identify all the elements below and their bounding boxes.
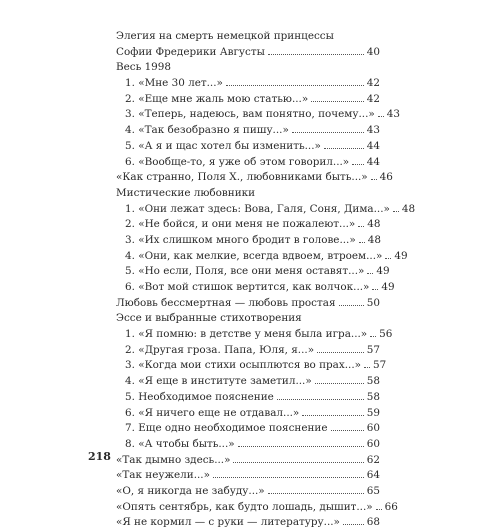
dot-leader [372, 289, 378, 290]
dot-leader [358, 226, 364, 227]
toc-entry-title: 8. «А чтобы быть...» [125, 437, 235, 450]
toc-entry-title: 4. «Они, как мелкие, всегда вдвоем, втроем...» [125, 249, 383, 262]
toc-entry [116, 390, 380, 406]
toc-entry [116, 327, 393, 343]
toc-entry-title: «Опять сентябрь, как будто лошадь, дышит...» [116, 500, 373, 513]
toc-entry [116, 139, 380, 155]
toc-entry-title: 2. «Не бойся, и они меня не пожалеют...» [125, 218, 356, 231]
toc-entry-page-number: 58 [366, 390, 380, 403]
dot-leader [352, 164, 364, 165]
toc-entry-title: 5. «Но если, Поля, все они меня оставят...» [125, 265, 365, 278]
toc-entry [116, 311, 380, 327]
toc-entry-page-number: 42 [366, 77, 380, 90]
toc-entry-title: Любовь бессмертная — любовь простая [116, 296, 336, 309]
toc-entry [116, 515, 380, 531]
toc-entry-title: 2. «Другая гроза. Папа, Юля, я...» [125, 343, 315, 356]
toc-entry [116, 249, 408, 265]
toc-entry-title: «Как странно, Поля Х., любовниками быть...» [116, 171, 368, 184]
toc-entry-page-number: 60 [366, 422, 380, 435]
toc-entry-title: 5. Необходимое пояснение [125, 390, 274, 403]
dot-leader [343, 524, 364, 525]
dot-leader [315, 383, 364, 384]
toc-entry-page-number: 57 [366, 343, 380, 356]
toc-entry-page-number: 68 [366, 516, 380, 529]
toc-entry [116, 45, 380, 61]
dot-leader [268, 54, 364, 55]
toc-entry-title: «Я не кормил — с руки — литературу...» [116, 516, 340, 529]
toc-entry [116, 453, 380, 469]
toc-entry-title: 3. «Теперь, надеюсь, вам понятно, почему...» [125, 108, 375, 121]
dot-leader [385, 258, 391, 259]
toc-entry-page-number: 50 [366, 296, 380, 309]
toc-entry-title: 2. «Еще мне жаль мою статью...» [125, 92, 309, 105]
dot-leader [277, 399, 364, 400]
toc-entry-title: 4. «Я еще в институте заметил...» [125, 375, 312, 388]
toc-entry [116, 468, 380, 484]
toc-entry [116, 170, 393, 186]
dot-leader [364, 367, 370, 368]
dot-leader [359, 242, 365, 243]
table-of-contents [116, 29, 416, 531]
toc-entry-title: 3. «Их слишком много бродит в голове...» [125, 233, 356, 246]
toc-entry [116, 186, 380, 202]
toc-entry-page-number: 49 [381, 281, 395, 293]
toc-entry [116, 29, 380, 45]
toc-entry [116, 92, 380, 108]
toc-entry-page-number: 46 [379, 171, 393, 184]
toc-entry [116, 280, 395, 296]
toc-entry-page-number: 66 [384, 500, 398, 513]
toc-entry-page-number: 57 [373, 359, 387, 372]
toc-entry [116, 437, 380, 453]
toc-entry-page-number: 40 [366, 45, 380, 58]
dot-leader [339, 305, 364, 306]
toc-entry-title: Элегия на смерть немецкой принцессы [116, 30, 334, 42]
toc-entry [116, 421, 380, 437]
toc-entry [116, 60, 380, 76]
toc-entry-title: 7. Еще одно необходимое пояснение [125, 422, 328, 435]
toc-entry-title: 1. «Я помню: в детстве у меня была игра...» [125, 328, 368, 341]
dot-leader [311, 101, 364, 102]
toc-entry-page-number: 49 [376, 265, 390, 278]
toc-entry-page-number: 43 [386, 108, 400, 121]
toc-entry-page-number: 48 [401, 202, 416, 215]
toc-entry-page-number: 65 [366, 484, 380, 497]
toc-entry [116, 500, 398, 516]
toc-entry-title: «Так дымно здесь...» [116, 453, 231, 466]
dot-leader [393, 211, 399, 212]
toc-entry [116, 406, 380, 422]
toc-entry [116, 358, 387, 374]
toc-entry-title: Мистические любовники [116, 186, 256, 199]
dot-leader [331, 430, 364, 431]
toc-entry [116, 202, 416, 218]
toc-entry-title: 3. «Когда мои стихи осыплются во прах...» [125, 359, 362, 372]
toc-entry-page-number: 58 [366, 375, 380, 388]
dot-leader [233, 462, 363, 463]
toc-entry-title: 6. «Вообще-то, я уже об этом говорил...» [125, 155, 350, 168]
toc-entry-page-number: 49 [394, 249, 408, 262]
dot-leader [213, 477, 364, 478]
toc-entry-page-number: 56 [379, 328, 393, 341]
toc-entry [116, 484, 380, 500]
toc-entry-title: 4. «Так безобразно я пишу...» [125, 124, 289, 137]
toc-entry-title: 6. «Я ничего еще не отдавал...» [125, 406, 300, 419]
dot-leader [302, 415, 363, 416]
page-number: 218 [88, 450, 111, 463]
toc-entry [116, 123, 380, 139]
toc-entry [116, 264, 390, 280]
toc-entry-page-number: 60 [366, 437, 380, 450]
dot-leader [371, 179, 377, 180]
toc-entry-page-number: 48 [367, 233, 381, 246]
toc-entry-page-number: 43 [366, 124, 380, 137]
toc-entry-title: 1. «Мне 30 лет...» [125, 77, 223, 90]
toc-entry-title: «Так неужели...» [116, 469, 210, 482]
dot-leader [268, 493, 364, 494]
toc-entry-page-number: 59 [366, 406, 380, 419]
toc-entry-title: 5. «А я и щас хотел бы изменить...» [125, 139, 321, 152]
toc-entry [116, 155, 380, 171]
dot-leader [376, 509, 382, 510]
dot-leader [367, 273, 373, 274]
toc-entry [116, 233, 380, 249]
toc-entry-page-number: 42 [366, 92, 380, 105]
toc-entry-page-number: 44 [366, 155, 380, 168]
dot-leader [292, 132, 364, 133]
toc-entry-title: «О, я никогда не забуду...» [116, 484, 265, 497]
dot-leader [378, 116, 384, 117]
toc-entry-page-number: 62 [366, 453, 380, 466]
toc-entry-title: 6. «Вот мой стишок вертится, как волчок...» [125, 281, 370, 293]
dot-leader [370, 336, 376, 337]
dot-leader [238, 446, 364, 447]
toc-entry [116, 374, 380, 390]
toc-entry-title: 1. «Они лежат здесь: Вова, Галя, Соня, Дима...» [125, 202, 390, 215]
toc-entry-page-number: 64 [366, 469, 380, 482]
toc-entry-title: Весь 1998 [116, 61, 172, 74]
dot-leader [226, 85, 364, 86]
toc-entry [116, 76, 380, 92]
toc-entry [116, 107, 400, 123]
toc-entry [116, 296, 380, 312]
toc-entry-page-number: 48 [367, 218, 381, 231]
toc-entry [116, 217, 380, 233]
toc-entry [116, 343, 380, 359]
dot-leader [317, 352, 364, 353]
toc-entry-title: Софии Фредерики Августы [116, 45, 265, 58]
toc-entry-page-number: 44 [366, 139, 380, 152]
toc-entry-title: Эссе и выбранные стихотворения [116, 312, 302, 325]
dot-leader [324, 148, 364, 149]
